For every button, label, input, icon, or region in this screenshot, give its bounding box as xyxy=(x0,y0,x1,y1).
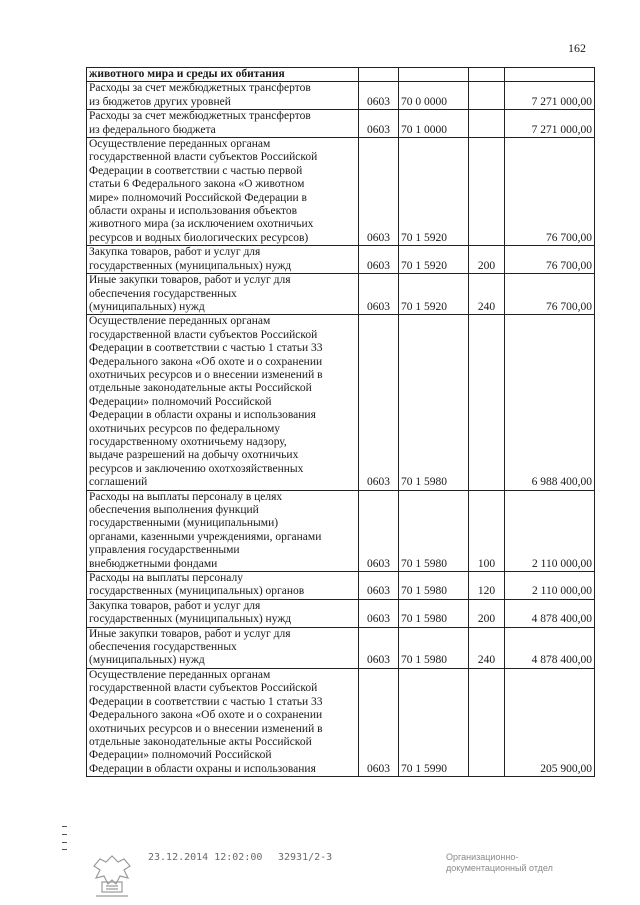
table-row xyxy=(87,627,595,668)
target-article-cell: 70 1 5980 xyxy=(399,599,469,627)
expense-type-cell: 100 xyxy=(469,490,505,571)
section-code-cell: 0603 xyxy=(359,246,399,274)
section-code-cell: 0603 xyxy=(359,627,399,668)
department-line-2: документационный отдел xyxy=(446,863,553,873)
amount-cell: 2 110 000,00 xyxy=(505,490,595,571)
budget-table xyxy=(86,67,595,777)
row-name-cell: животного мира и среды их обитания xyxy=(87,68,359,82)
amount-cell: 7 271 000,00 xyxy=(505,110,595,138)
section-code-cell: 0603 xyxy=(359,599,399,627)
amount-cell: 2 110 000,00 xyxy=(505,572,595,600)
amount-cell: 76 700,00 xyxy=(505,274,595,315)
amount-cell: 7 271 000,00 xyxy=(505,82,595,110)
target-article-cell: 70 0 0000 xyxy=(399,82,469,110)
section-code-cell xyxy=(359,68,399,82)
amount-cell: 4 878 400,00 xyxy=(505,599,595,627)
amount-cell: 76 700,00 xyxy=(505,138,595,246)
table-row xyxy=(87,599,595,627)
table-row xyxy=(87,572,595,600)
amount-cell: 6 988 400,00 xyxy=(505,315,595,490)
row-name-cell: Осуществление переданных органам государственной власти субъектов Российской Федерации в соответствии с частью 1 статьи 33 Федерального закона «Об охоте и о сохранении охотничьих ресурсов и о внесении изменений в отдельные законодательные акты Российской Федерации» полномочий Российской Федерации в области охраны и использования охотничьих ресурсов по федеральному государственному охотничьему надзору, выдаче разрешений на добычу охотничьих ресурсов и заключению охотхозяйственных соглашений xyxy=(87,315,359,490)
row-name-cell: Закупка товаров, работ и услуг для государственных (муниципальных) нужд xyxy=(87,246,359,274)
table-row xyxy=(87,110,595,138)
table-row xyxy=(87,668,595,776)
margin-marks xyxy=(62,826,68,850)
target-article-cell: 70 1 5920 xyxy=(399,246,469,274)
section-code-cell: 0603 xyxy=(359,82,399,110)
target-article-cell: 70 1 5980 xyxy=(399,490,469,571)
amount-cell: 4 878 400,00 xyxy=(505,627,595,668)
expense-type-cell: 120 xyxy=(469,572,505,600)
section-code-cell: 0603 xyxy=(359,138,399,246)
page-number: 162 xyxy=(568,41,586,55)
expense-type-cell xyxy=(469,668,505,776)
expense-type-cell xyxy=(469,110,505,138)
table-row xyxy=(87,82,595,110)
stamp-datetime: 23.12.2014 12:02:00 xyxy=(148,852,263,863)
row-name-cell: Расходы на выплаты персоналу государственных (муниципальных) органов xyxy=(87,572,359,600)
table-row xyxy=(87,68,595,82)
table-row xyxy=(87,246,595,274)
table-row xyxy=(87,138,595,246)
row-name-cell: Осуществление переданных органам государственной власти субъектов Российской Федерации в соответствии с частью 1 статьи 33 Федерального закона «Об охоте и о сохранении охотничьих ресурсов и о внесении изменений в отдельные законодательные акты Российской Федерации» полномочий Российской Федерации в области охраны и использования xyxy=(87,668,359,776)
target-article-cell: 70 1 5980 xyxy=(399,315,469,490)
row-name-cell: Иные закупки товаров, работ и услуг для обеспечения государственных (муниципальных) нужд xyxy=(87,627,359,668)
target-article-cell: 70 1 5920 xyxy=(399,274,469,315)
expense-type-cell: 200 xyxy=(469,246,505,274)
department-line-1: Организационно- xyxy=(446,852,519,862)
row-name-cell: Иные закупки товаров, работ и услуг для обеспечения государственных (муниципальных) нужд xyxy=(87,274,359,315)
amount-cell xyxy=(505,68,595,82)
row-name-cell: Расходы за счет межбюджетных трансфертов из федерального бюджета xyxy=(87,110,359,138)
amount-cell: 205 900,00 xyxy=(505,668,595,776)
document-code: 32931/2-3 xyxy=(278,852,333,863)
expense-type-cell: 240 xyxy=(469,627,505,668)
expense-type-cell: 200 xyxy=(469,599,505,627)
section-code-cell: 0603 xyxy=(359,274,399,315)
row-name-cell: Расходы на выплаты персоналу в целях обеспечения выполнения функций государственными (муниципальными) органами, казенными учреждениями, органами управления государственными внебюджетными фондами xyxy=(87,490,359,571)
expense-type-cell xyxy=(469,315,505,490)
table-row xyxy=(87,490,595,571)
section-code-cell: 0603 xyxy=(359,490,399,571)
department-stamp xyxy=(446,852,553,874)
table-row xyxy=(87,315,595,490)
target-article-cell: 70 1 5920 xyxy=(399,138,469,246)
target-article-cell: 70 1 5980 xyxy=(399,572,469,600)
section-code-cell: 0603 xyxy=(359,572,399,600)
section-code-cell: 0603 xyxy=(359,668,399,776)
section-code-cell: 0603 xyxy=(359,315,399,490)
target-article-cell: 70 1 0000 xyxy=(399,110,469,138)
target-article-cell: 70 1 5990 xyxy=(399,668,469,776)
expense-type-cell xyxy=(469,82,505,110)
target-article-cell: 70 1 5980 xyxy=(399,627,469,668)
row-name-cell: Закупка товаров, работ и услуг для государственных (муниципальных) нужд xyxy=(87,599,359,627)
row-name-cell: Расходы за счет межбюджетных трансфертов из бюджетов других уровней xyxy=(87,82,359,110)
section-code-cell: 0603 xyxy=(359,110,399,138)
expense-type-cell: 240 xyxy=(469,274,505,315)
row-name-cell: Осуществление переданных органам государственной власти субъектов Российской Федерации в соответствии с частью первой статьи 6 Федерального закона «О животном мире» полномочий Российской Федерации в области охраны и использования объектов животного мира (за исключением охотничьих ресурсов и водных биологических ресурсов) xyxy=(87,138,359,246)
coat-of-arms-icon xyxy=(80,852,144,900)
expense-type-cell xyxy=(469,68,505,82)
table-row xyxy=(87,274,595,315)
expense-type-cell xyxy=(469,138,505,246)
amount-cell: 76 700,00 xyxy=(505,246,595,274)
target-article-cell xyxy=(399,68,469,82)
